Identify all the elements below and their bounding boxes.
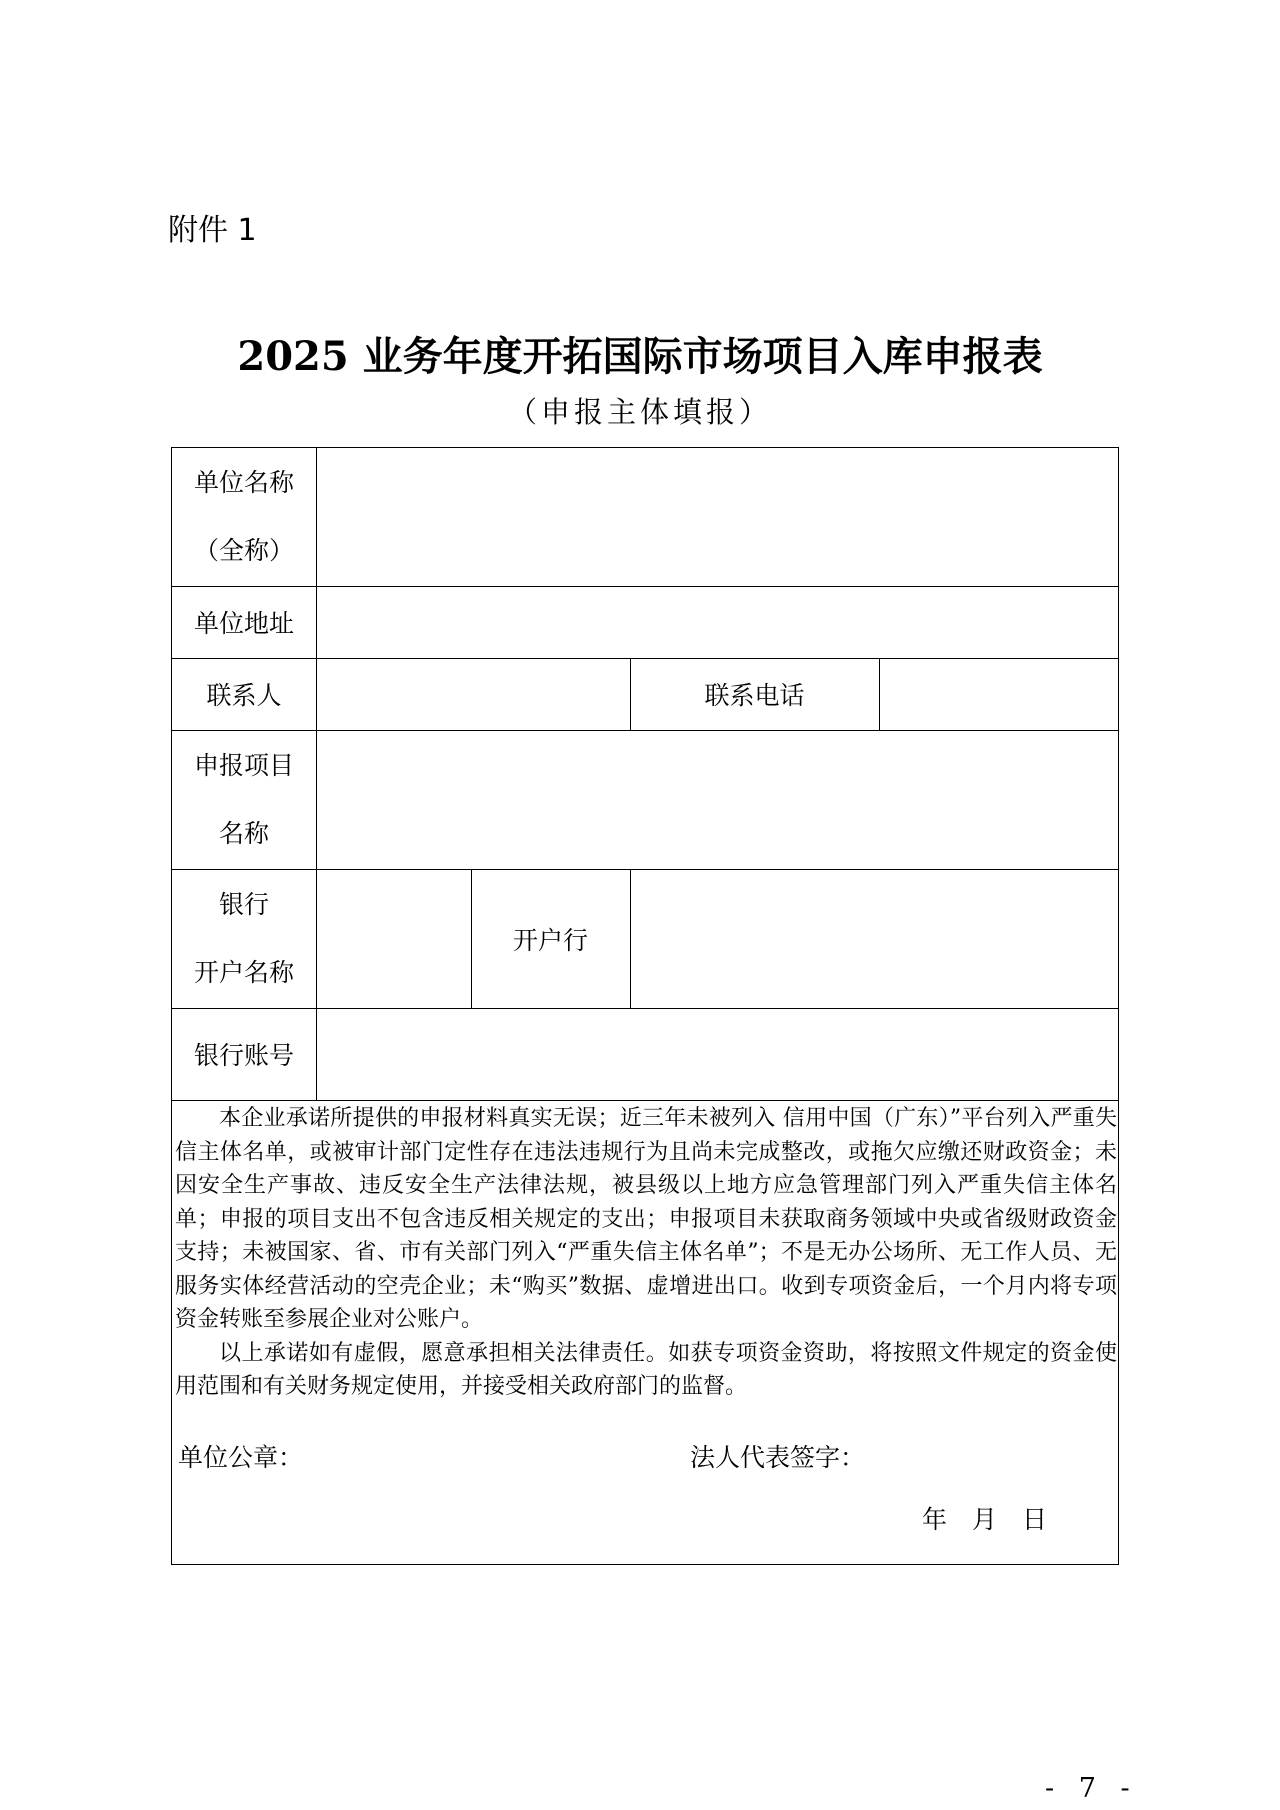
page-number: - 7 - [1045, 1773, 1138, 1804]
attachment-label: 附件 1 [168, 213, 257, 248]
unit-address-label: 单位地址 [193, 609, 294, 638]
legal-representative-signature-label: 法人代表签字： [690, 1443, 866, 1472]
form-title: 2025 业务年度开拓国际市场项目入库申报表 [237, 333, 1043, 380]
column-divider [316, 448, 317, 1100]
project-name-label-line2: 名称 [218, 818, 269, 848]
project-name-label [172, 730, 316, 869]
bank-account-number-field[interactable] [318, 1008, 1118, 1100]
column-divider [879, 658, 880, 730]
bank-branch-label: 开户行 [512, 925, 588, 955]
pledge-paragraph-1: 本企业承诺所提供的申报材料真实无误；近三年未被列入 信用中国（广东）”平台列入严重失信主体名单，或被审计部门定性存在违法违规行为且尚未完成整改，或拖欠应缴还财政资金；未因安全生产事故、违反安全生产法律法规，被县级以上地方应急管理部门列入严重失信主体名单；申报的项目支出不包含违反相关规定的支出；申报项目未获取商务领域中央或省级财政资金支持；未被国家、省、市有关部门列入“严重失信主体名单”；不是无办公场所、无工作人员、无服务实体经营活动的空壳企业；未“购买”数据、虚增进出口。收到专项资金后，一个月内将专项资金转账至参展企业对公账户。 [175, 1106, 1117, 1332]
application-form [171, 447, 1119, 1565]
bank-account-name-label-line2: 开户名称 [193, 957, 294, 987]
form-subtitle: （申报主体填报） [507, 395, 772, 429]
contact-person-field[interactable] [318, 658, 630, 730]
date-label: 年 月 日 [922, 1505, 1048, 1534]
pledge-statement [175, 1102, 1117, 1404]
unit-name-label-line2: （全称） [193, 536, 294, 565]
column-divider [630, 869, 631, 1008]
company-seal-label: 单位公章： [178, 1443, 304, 1472]
unit-name-label-line1: 单位名称 [193, 468, 294, 497]
unit-name-label [172, 448, 316, 586]
bank-account-number-label: 银行账号 [193, 1041, 294, 1070]
contact-phone-field[interactable] [881, 658, 1118, 730]
project-name-label-line1: 申报项目 [193, 750, 294, 780]
pledge-paragraph-2: 以上承诺如有虚假，愿意承担相关法律责任。如获专项资金资助，将按照文件规定的资金使用范围和有关财务规定使用，并接受相关政府部门的监督。 [175, 1340, 1117, 1399]
row-divider [172, 1100, 1118, 1101]
project-name-field[interactable] [318, 730, 1118, 869]
bank-account-name-field[interactable] [318, 869, 471, 1008]
contact-person-label: 联系人 [206, 681, 282, 710]
contact-phone-label: 联系电话 [704, 681, 805, 710]
bank-branch-field[interactable] [632, 869, 1118, 1008]
bank-account-name-label [172, 869, 316, 1008]
unit-name-field[interactable] [318, 448, 1118, 586]
bank-account-name-label-line1: 银行 [218, 889, 269, 919]
unit-address-field[interactable] [318, 586, 1118, 658]
